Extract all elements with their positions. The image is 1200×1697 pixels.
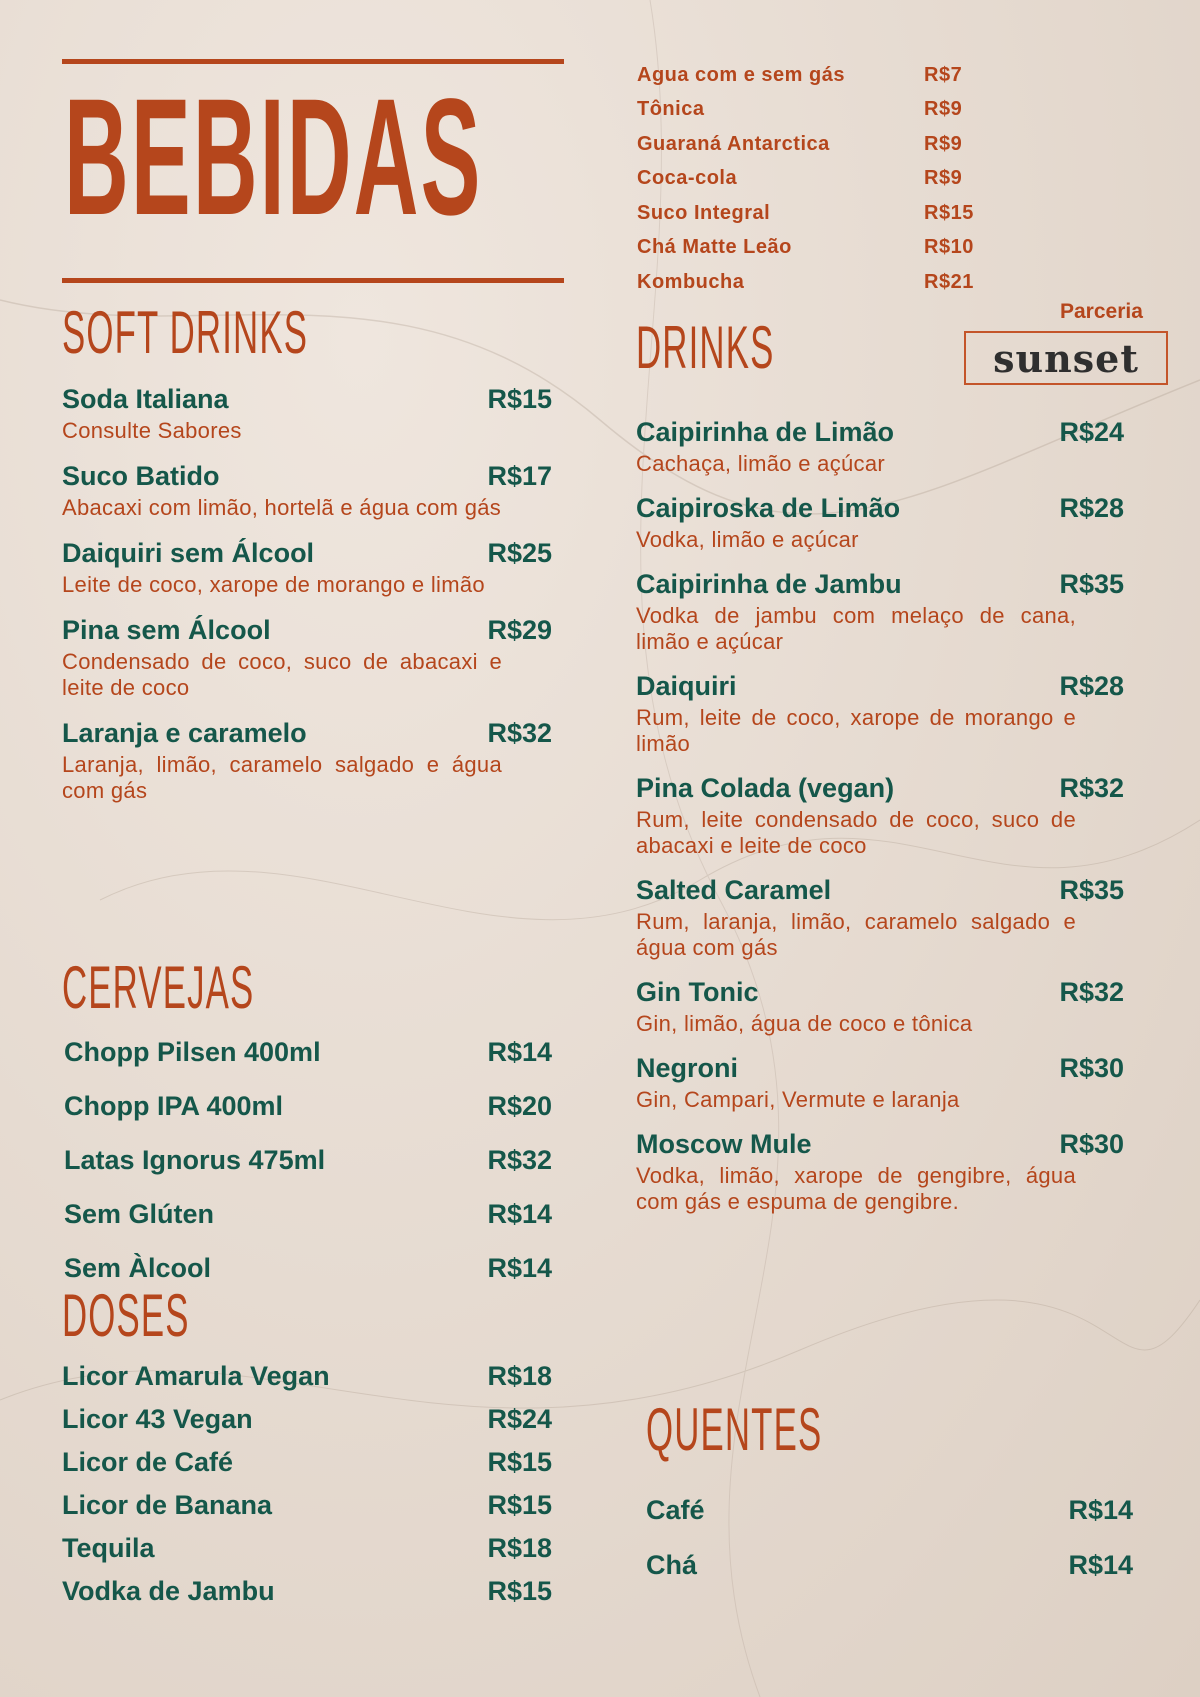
- item-price: R$15: [487, 1490, 552, 1520]
- menu-item: [62, 1441, 552, 1484]
- item-price: R$25: [487, 537, 552, 568]
- menu-item-row: [62, 1398, 552, 1441]
- menu-item-row: [62, 1484, 552, 1527]
- menu-item-row: [64, 1025, 552, 1079]
- item-description: Rum, leite condensado de coco, suco de abacaxi e leite de coco: [636, 807, 1076, 858]
- menu-item-row: [636, 667, 1124, 705]
- item-description: Abacaxi com limão, hortelã e água com gás: [62, 495, 502, 520]
- item-name: Agua com e sem gás: [637, 63, 845, 86]
- cervejas-list: [64, 1025, 552, 1295]
- menu-item: [636, 871, 1124, 961]
- menu-item: [64, 1133, 552, 1187]
- heading-drinks: DRINKS: [636, 314, 775, 381]
- item-description: Gin, Campari, Vermute e laranja: [636, 1087, 960, 1112]
- item-description: Vodka, limão e açúcar: [636, 527, 859, 552]
- menu-item: [636, 413, 1124, 477]
- menu-item: [62, 1527, 552, 1570]
- menu-item-row: [637, 265, 1057, 300]
- item-description: Rum, laranja, limão, caramelo salgado e água com gás: [636, 909, 1076, 960]
- menu-item: [637, 265, 1057, 300]
- item-description: Condensado de coco, suco de abacaxi e leite de coco: [62, 649, 502, 700]
- item-price: R$28: [1059, 670, 1124, 701]
- item-price: R$32: [1059, 976, 1124, 1007]
- item-name: Sem Glúten: [64, 1198, 215, 1229]
- menu-item: [64, 1079, 552, 1133]
- menu-item: [62, 1355, 552, 1398]
- item-name: Moscow Mule: [636, 1128, 812, 1159]
- item-name: Sem Àlcool: [64, 1252, 212, 1283]
- menu-item: [636, 667, 1124, 757]
- item-name: Chopp IPA 400ml: [64, 1090, 284, 1121]
- heading-doses: DOSES: [62, 1282, 190, 1349]
- menu-item-row: [636, 871, 1124, 909]
- item-price: R$29: [487, 614, 552, 645]
- item-price: R$15: [487, 1576, 552, 1606]
- menu-item-row: [62, 611, 552, 649]
- item-name: Caipirinha de Jambu: [636, 568, 902, 599]
- item-description: Leite de coco, xarope de morango e limão: [62, 572, 485, 597]
- menu-item: [637, 93, 1057, 128]
- item-name: Latas Ignorus 475ml: [64, 1144, 326, 1175]
- partner-label: Parceria: [1060, 300, 1143, 323]
- item-price: R$17: [487, 460, 552, 491]
- menu-item-row: [636, 1049, 1124, 1087]
- title-rule-bottom: [62, 278, 564, 283]
- item-price: R$15: [924, 201, 974, 224]
- item-name: Caipirinha de Limão: [636, 416, 895, 447]
- menu-item: [62, 457, 552, 521]
- item-price: R$9: [924, 98, 963, 121]
- item-name: Vodka de Jambu: [62, 1576, 275, 1606]
- item-price: R$7: [924, 63, 963, 86]
- menu-item: [637, 58, 1057, 93]
- menu-item: [62, 534, 552, 598]
- item-price: R$32: [1059, 772, 1124, 803]
- title-rule-top: [62, 59, 564, 64]
- menu-item-row: [62, 457, 552, 495]
- item-name: Guaraná Antarctica: [637, 132, 830, 155]
- menu-item-row: [636, 413, 1124, 451]
- item-name: Tônica: [637, 98, 705, 121]
- item-name: Daiquiri: [636, 670, 737, 701]
- item-price: R$28: [1059, 492, 1124, 523]
- item-name: Licor Amarula Vegan: [62, 1361, 330, 1391]
- item-name: Chá Matte Leão: [637, 236, 792, 259]
- menu-item-row: [62, 1355, 552, 1398]
- menu-item: [62, 1484, 552, 1527]
- menu-item: [62, 714, 552, 804]
- menu-item-row: [62, 534, 552, 572]
- item-price: R$20: [487, 1090, 552, 1121]
- menu-item: [636, 1125, 1124, 1215]
- item-description: Gin, limão, água de coco e tônica: [636, 1011, 973, 1036]
- menu-item: [646, 1538, 1133, 1593]
- item-price: R$18: [487, 1361, 552, 1391]
- menu-item-row: [62, 1570, 552, 1613]
- menu-item-row: [637, 196, 1057, 231]
- menu-item-row: [636, 1125, 1124, 1163]
- item-price: R$35: [1059, 568, 1124, 599]
- menu-item: [636, 489, 1124, 553]
- item-name: Licor de Banana: [62, 1490, 273, 1520]
- menu-item-row: [62, 380, 552, 418]
- item-name: Daiquiri sem Álcool: [62, 537, 315, 568]
- item-description: Laranja, limão, caramelo salgado e água com gás: [62, 752, 502, 803]
- item-description: Vodka de jambu com melaço de cana, limão e açúcar: [636, 603, 1076, 654]
- item-price: R$14: [487, 1198, 552, 1229]
- menu-item: [637, 162, 1057, 197]
- menu-item: [646, 1483, 1133, 1538]
- menu-item-row: [62, 714, 552, 752]
- item-price: R$24: [1059, 416, 1124, 447]
- menu-item-row: [636, 973, 1124, 1011]
- menu-item-row: [62, 1441, 552, 1484]
- menu-item-row: [64, 1133, 552, 1187]
- menu-item-row: [646, 1538, 1133, 1593]
- item-price: R$9: [924, 167, 963, 190]
- menu-item: [62, 1398, 552, 1441]
- non-alcoholic-list: [637, 58, 1057, 300]
- item-price: R$14: [487, 1036, 552, 1067]
- item-description: Cachaça, limão e açúcar: [636, 451, 886, 476]
- menu-item: [636, 769, 1124, 859]
- drinks-list: [636, 413, 1124, 1227]
- menu-item-row: [636, 565, 1124, 603]
- menu-item: [637, 127, 1057, 162]
- item-price: R$14: [487, 1252, 552, 1283]
- menu-item-row: [636, 769, 1124, 807]
- item-description: Consulte Sabores: [62, 418, 242, 443]
- item-price: R$30: [1059, 1128, 1124, 1159]
- item-price: R$15: [487, 383, 552, 414]
- item-price: R$10: [924, 236, 974, 259]
- menu-item: [636, 973, 1124, 1037]
- item-name: Pina sem Álcool: [62, 614, 271, 645]
- quentes-list: [646, 1483, 1133, 1593]
- item-name: Licor 43 Vegan: [62, 1404, 253, 1434]
- item-name: Suco Integral: [637, 201, 771, 224]
- item-description: Vodka, limão, xarope de gengibre, água com gás e espuma de gengibre.: [636, 1163, 1076, 1214]
- menu-item: [637, 196, 1057, 231]
- item-name: Soda Italiana: [62, 383, 229, 414]
- item-price: R$21: [924, 270, 974, 293]
- item-name: Café: [646, 1495, 705, 1525]
- menu-item-row: [637, 127, 1057, 162]
- menu-item: [636, 565, 1124, 655]
- item-name: Coca-cola: [637, 167, 738, 190]
- menu-item: [62, 611, 552, 701]
- item-price: R$32: [487, 717, 552, 748]
- menu-item: [636, 1049, 1124, 1113]
- item-price: R$15: [487, 1447, 552, 1477]
- item-price: R$24: [487, 1404, 552, 1434]
- menu-item-row: [64, 1079, 552, 1133]
- item-price: R$35: [1059, 874, 1124, 905]
- item-name: Salted Caramel: [636, 874, 832, 905]
- item-price: R$30: [1059, 1052, 1124, 1083]
- item-name: Laranja e caramelo: [62, 717, 307, 748]
- item-name: Caipiroska de Limão: [636, 492, 901, 523]
- partner-logo-sunset: sunset: [964, 331, 1168, 385]
- menu-item-row: [637, 231, 1057, 266]
- page-title: BEBIDAS: [64, 65, 483, 250]
- item-name: Suco Batido: [62, 460, 220, 491]
- menu-item-row: [646, 1483, 1133, 1538]
- menu-item-row: [62, 1527, 552, 1570]
- item-name: Negroni: [636, 1052, 739, 1083]
- heading-soft-drinks: SOFT DRINKS: [62, 299, 309, 366]
- menu-item: [62, 1570, 552, 1613]
- menu-item-row: [64, 1187, 552, 1241]
- item-name: Tequila: [62, 1533, 155, 1563]
- doses-list: [62, 1355, 552, 1613]
- heading-cervejas: CERVEJAS: [62, 954, 255, 1021]
- menu-item: [64, 1025, 552, 1079]
- menu-item: [62, 380, 552, 444]
- item-name: Gin Tonic: [636, 976, 759, 1007]
- heading-quentes: QUENTES: [646, 1396, 823, 1463]
- item-price: R$14: [1068, 1550, 1133, 1580]
- menu-item-row: [637, 58, 1057, 93]
- menu-item-row: [636, 489, 1124, 527]
- item-name: Licor de Café: [62, 1447, 234, 1477]
- item-price: R$9: [924, 132, 963, 155]
- soft-drinks-list: [62, 380, 552, 817]
- item-price: R$32: [487, 1144, 552, 1175]
- item-price: R$14: [1068, 1495, 1133, 1525]
- menu-item: [637, 231, 1057, 266]
- menu-item: [64, 1187, 552, 1241]
- item-name: Chá: [646, 1550, 698, 1580]
- menu-item-row: [637, 93, 1057, 128]
- item-price: R$18: [487, 1533, 552, 1563]
- item-name: Kombucha: [637, 270, 745, 293]
- item-description: Rum, leite de coco, xarope de morango e limão: [636, 705, 1076, 756]
- item-name: Chopp Pilsen 400ml: [64, 1036, 321, 1067]
- item-name: Pina Colada (vegan): [636, 772, 895, 803]
- menu-item-row: [637, 162, 1057, 197]
